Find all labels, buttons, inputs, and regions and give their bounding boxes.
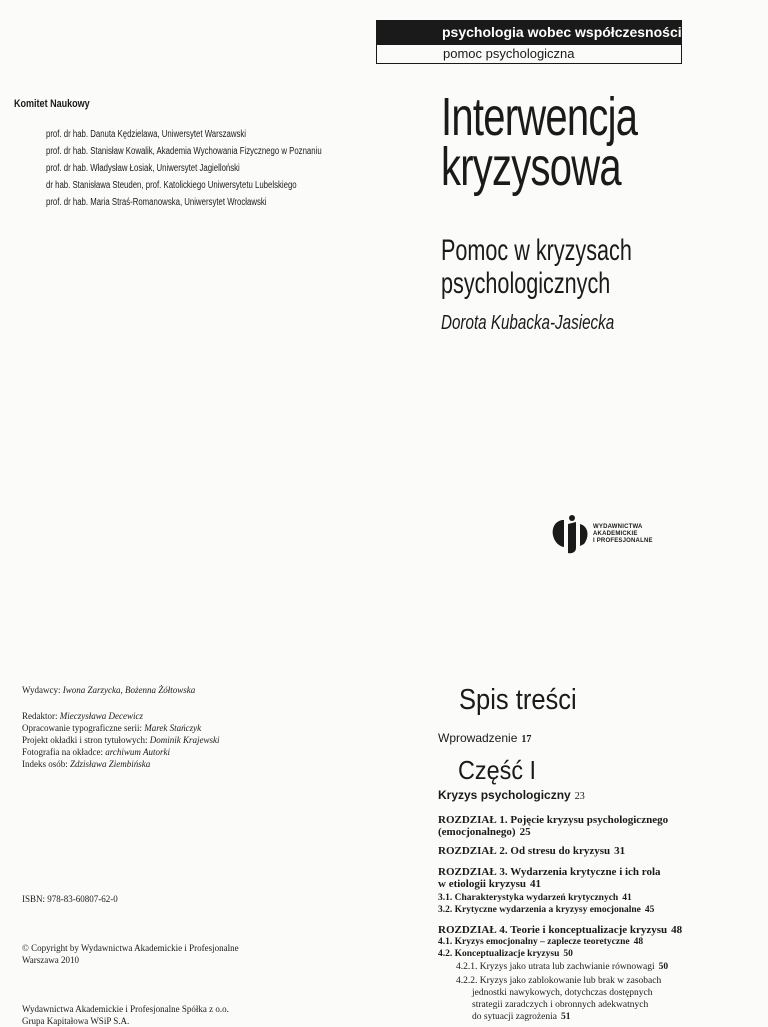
- toc-entry: [472, 1000, 648, 1011]
- credit-value: Mieczysława Decewicz: [59, 711, 143, 721]
- credit-label: Opracowanie typograficzne serii:: [22, 723, 145, 733]
- committee-member: [46, 160, 322, 177]
- book-subtitle: [441, 234, 632, 300]
- member-affiliation: Akademia Wychowania Fizycznego w Poznaniu: [154, 146, 322, 157]
- toc-entry-page: 50: [658, 962, 669, 972]
- toc-entry: [438, 924, 682, 936]
- credit-row: [22, 710, 220, 722]
- book-title-line-1: Interwencja: [441, 87, 638, 147]
- toc-entry-text: 4.1. Kryzys emocjonalny – zaplecze teoretyczne: [438, 937, 630, 947]
- publisher-logo-text: [593, 524, 653, 545]
- toc-entry-page: 48: [633, 937, 644, 947]
- part-subtitle: [438, 788, 585, 802]
- toc-entry: [472, 1012, 570, 1023]
- toc-entry: [456, 976, 661, 987]
- credit-label: Fotografia na okładce:: [22, 747, 106, 757]
- toc-entry-text: ROZDZIAŁ 3. Wydarzenia krytyczne i ich rola: [438, 866, 661, 878]
- credit-value: Marek Stańczyk: [144, 723, 202, 733]
- member-affiliation: Uniwersytet Jagielloński: [154, 163, 240, 174]
- toc-entry: [472, 988, 652, 999]
- logo-line: I PROFESJONALNE: [593, 538, 653, 544]
- imprint-line: Wydawnictwa Akademickie i Profesjonalne Spółka z o.o.: [22, 1004, 229, 1014]
- toc-entry-text: (emocjonalnego): [438, 826, 516, 838]
- toc-entry-text: ROZDZIAŁ 2. Od stresu do kryzysu: [438, 845, 611, 857]
- toc-entry: [438, 814, 668, 826]
- toc-entry-page: 48: [671, 924, 683, 936]
- credit-value: Dominik Krajewski: [149, 735, 220, 745]
- toc-entry-page: 51: [560, 1012, 571, 1022]
- book-title-line-2: kryzysowa: [441, 137, 621, 197]
- credit-value: archiwum Autorki: [105, 747, 170, 757]
- toc-entry-page: 45: [644, 905, 655, 915]
- credit-label: Indeks osób:: [22, 759, 70, 769]
- part-subtitle-page: 23: [574, 791, 585, 802]
- part-title: Część I: [458, 755, 537, 785]
- member-affiliation: Uniwersytet Wrocławski: [182, 197, 267, 208]
- member-name: dr hab. Stanisława Steuden,: [46, 180, 144, 191]
- toc-entry-page: 41: [622, 893, 632, 903]
- book-author: Dorota Kubacka-Jasiecka: [441, 312, 615, 334]
- part-subtitle-label: Kryzys psychologiczny: [438, 788, 571, 802]
- toc-entry-text: 4.2. Konceptualizacje kryzysu: [438, 949, 560, 959]
- committee-list: [46, 126, 322, 211]
- credit-label: Redaktor:: [22, 711, 60, 721]
- toc-intro-page: 17: [521, 734, 532, 745]
- toc-entry-text: ROZDZIAŁ 4. Teorie i konceptualizacje kryzysu: [438, 924, 668, 936]
- toc-entry: [438, 866, 661, 878]
- colophon-publishers: [22, 684, 195, 696]
- credit-row: [22, 746, 220, 758]
- toc-entry-text: w etiologii kryzysu: [438, 878, 526, 890]
- toc-entry: [456, 962, 668, 973]
- member-affiliation: prof. Katolickiego Uniwersytetu Lubelskiego: [143, 180, 297, 191]
- toc-entry: [438, 905, 654, 916]
- toc-entry: [438, 845, 625, 857]
- credit-row: [22, 734, 220, 746]
- book-title: [441, 87, 638, 197]
- toc-entry-text: 3.1. Charakterystyka wydarzeń krytycznych: [438, 893, 619, 903]
- imprint: [22, 1003, 229, 1027]
- publishers-names: Iwona Zarzycka, Bożenna Żółtowska: [62, 685, 196, 695]
- member-name: prof. dr hab. Władysław Łosiak,: [46, 163, 155, 174]
- toc-entry: [438, 878, 541, 890]
- toc-intro: [438, 731, 531, 745]
- colophon-credits: [22, 710, 220, 770]
- book-subtitle-line-2: psychologicznych: [441, 267, 611, 300]
- toc-entry-text: 3.2. Krytyczne wydarzenia a kryzysy emocjonalne: [438, 905, 641, 915]
- toc-entry: [438, 826, 531, 838]
- credit-row: [22, 758, 220, 770]
- toc-entry-page: 50: [563, 949, 573, 959]
- isbn: ISBN: 978-83-60807-62-0: [22, 894, 118, 904]
- toc-title: Spis treści: [459, 684, 577, 716]
- toc-intro-label: Wprowadzenie: [438, 731, 518, 745]
- member-affiliation: Uniwersytet Warszawski: [159, 129, 247, 140]
- member-name: prof. dr hab. Maria Straś-Romanowska,: [46, 197, 183, 208]
- toc-entry-text: ROZDZIAŁ 1. Pojęcie kryzysu psychologicznego: [438, 814, 669, 826]
- toc-entry-text: do sytuacji zagrożenia: [472, 1012, 557, 1022]
- credit-row: [22, 722, 220, 734]
- committee-member: [46, 177, 322, 194]
- publishers-label: Wydawcy:: [22, 685, 63, 695]
- toc-entry: [438, 949, 573, 960]
- copyright-line: © Copyright by Wydawnictwa Akademickie i Profesjonalne: [22, 943, 239, 953]
- committee-member: [46, 126, 322, 143]
- member-name: prof. dr hab. Stanisław Kowalik,: [46, 146, 155, 157]
- toc-entry-text: 4.2.1. Kryzys jako utrata lub zachwianie równowagi: [456, 962, 655, 972]
- toc-entry-page: 25: [519, 826, 531, 838]
- toc-entry-text: jednostki nawykowych, dotychczas dostępnych: [472, 988, 653, 998]
- series-title: psychologia wobec współczesności: [442, 24, 682, 40]
- committee-member: [46, 194, 322, 211]
- committee-member: [46, 143, 322, 160]
- toc-entry: [438, 937, 643, 948]
- logo-line: WYDAWNICTWA: [593, 524, 643, 530]
- logo-line: AKADEMICKIE: [593, 531, 638, 537]
- copyright-line: Warszawa 2010: [22, 955, 80, 965]
- series-subtitle-box: [376, 44, 682, 64]
- member-name: prof. dr hab. Danuta Kędzielawa,: [46, 129, 160, 140]
- credit-label: Projekt okładki i stron tytułowych:: [22, 735, 150, 745]
- series-title-bar: [376, 20, 682, 44]
- copyright: [22, 942, 239, 966]
- series-subtitle: pomoc psychologiczna: [443, 46, 575, 61]
- book-subtitle-line-1: Pomoc w kryzysach: [441, 234, 632, 267]
- toc-entry-text: 4.2.2. Kryzys jako zablokowanie lub brak w zasobach: [456, 976, 662, 986]
- credit-value: Zdzisława Ziembińska: [70, 759, 151, 769]
- toc-entry: [438, 893, 632, 904]
- toc-entry-text: strategii zaradczych i obronnych adekwatnych: [472, 1000, 649, 1010]
- imprint-line: Grupa Kapitałowa WSiP S.A.: [22, 1016, 130, 1026]
- toc-entry-page: 41: [530, 878, 541, 890]
- committee-title: Komitet Naukowy: [14, 98, 90, 110]
- publisher-logo-icon: [548, 514, 592, 559]
- toc-entry-page: 31: [614, 845, 626, 857]
